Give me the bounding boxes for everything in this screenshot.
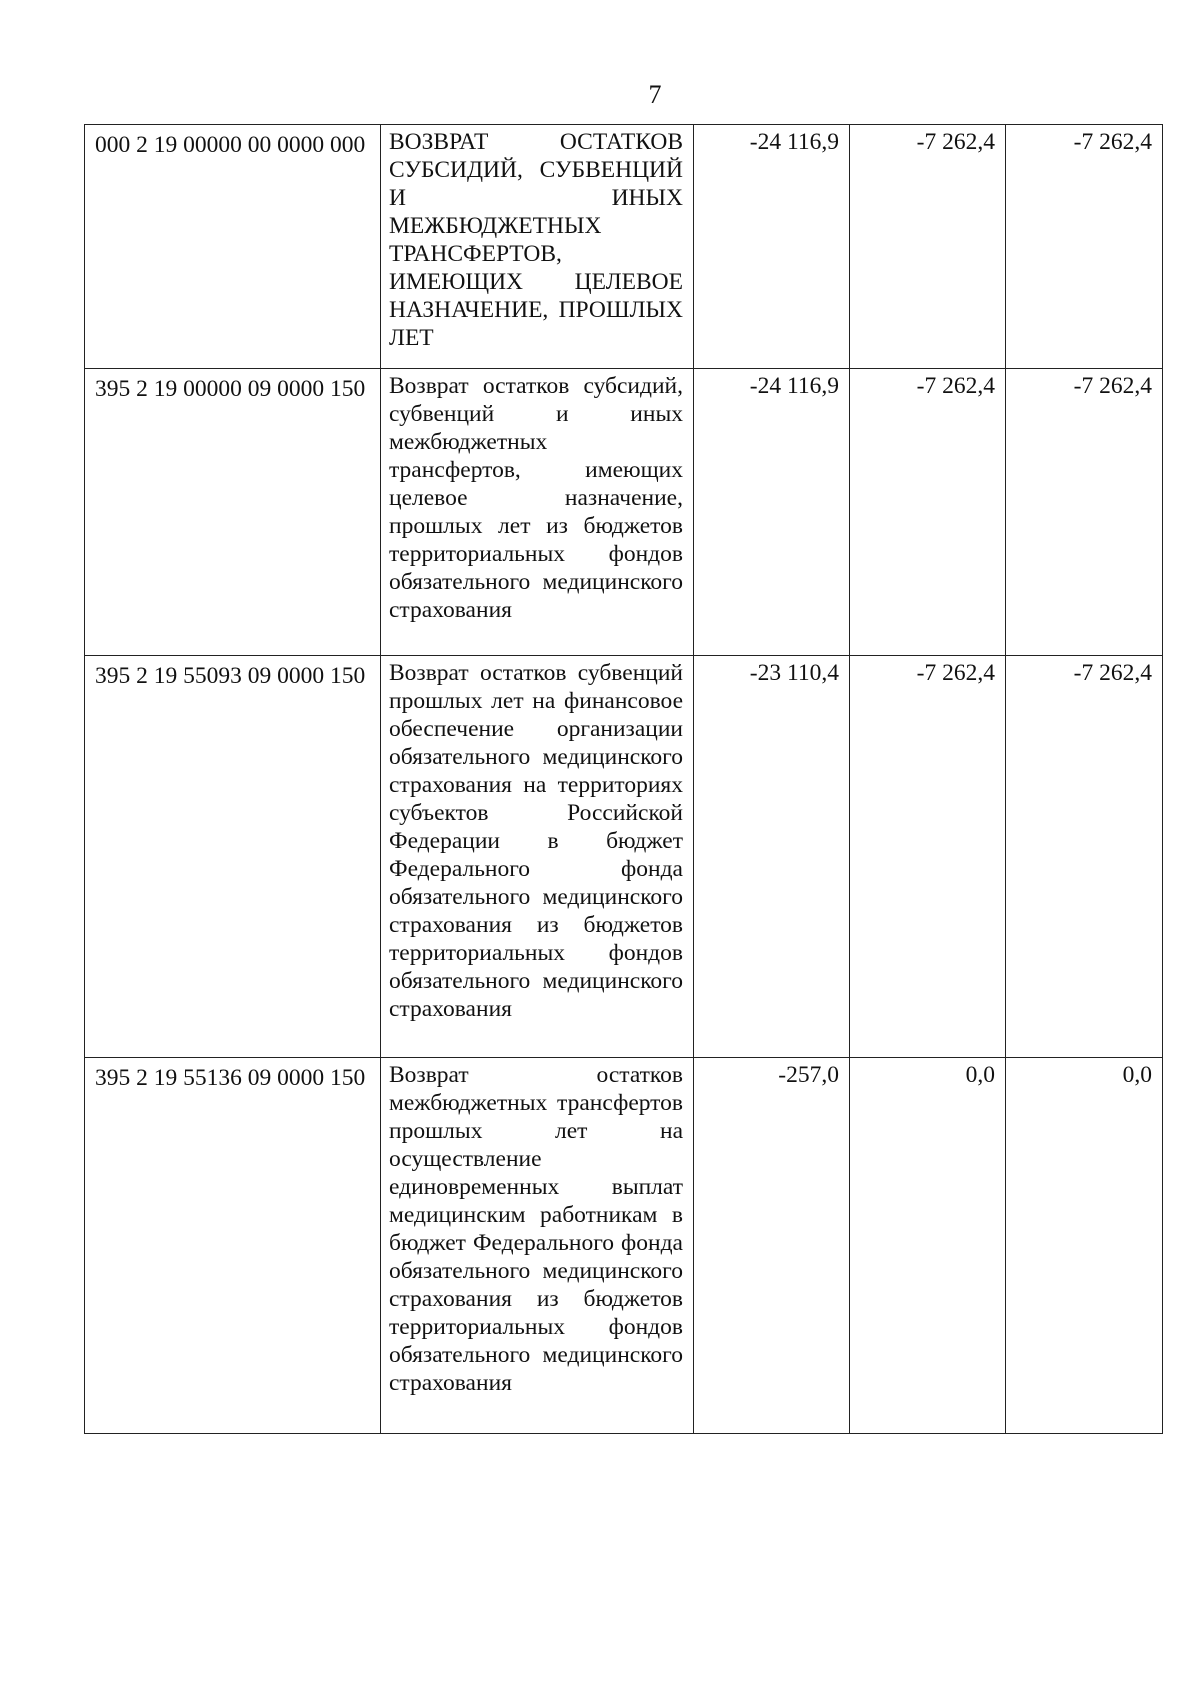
row-description: Возврат остатков субвенций прошлых лет на финансовое обеспечение организации обязательного медицинского страхования на территориях субъектов Российской Федерации в бюджет Федерального фонда обязательного медицинского страхования из бюджетов территориальных фондов обязательного медицинского страхования xyxy=(381,656,694,1058)
budget-code: 395 2 19 00000 09 0000 150 xyxy=(85,369,381,656)
amount-column-1: -23 110,4 xyxy=(694,656,850,1058)
amount-column-1: -24 116,9 xyxy=(694,125,850,369)
row-description: Возврат остатков межбюджетных трансфертов прошлых лет на осуществление единовременных выплат медицинским работникам в бюджет Федерального фонда обязательного медицинского страхования из бюджетов территориальных фондов обязательного медицинского страхования xyxy=(381,1058,694,1434)
page-number: 7 xyxy=(648,80,662,109)
budget-code: 395 2 19 55136 09 0000 150 xyxy=(85,1058,381,1434)
amount-column-3: -7 262,4 xyxy=(1006,369,1163,656)
table-row xyxy=(85,369,1163,656)
amount-column-2: -7 262,4 xyxy=(850,369,1006,656)
amount-column-1: -257,0 xyxy=(694,1058,850,1434)
amount-column-3: -7 262,4 xyxy=(1006,125,1163,369)
table-row xyxy=(85,1058,1163,1434)
amount-column-2: -7 262,4 xyxy=(850,125,1006,369)
amount-column-2: -7 262,4 xyxy=(850,656,1006,1058)
row-description: ВОЗВРАТ ОСТАТКОВ СУБСИДИЙ, СУБВЕНЦИЙ И ИНЫХ МЕЖБЮДЖЕТНЫХ ТРАНСФЕРТОВ, ИМЕЮЩИХ ЦЕЛЕВОЕ НАЗНАЧЕНИЕ, ПРОШЛЫХ ЛЕТ xyxy=(381,125,694,369)
amount-column-3: 0,0 xyxy=(1006,1058,1163,1434)
table-row xyxy=(85,125,1163,369)
amount-column-1: -24 116,9 xyxy=(694,369,850,656)
budget-table xyxy=(84,124,1163,1434)
amount-column-3: -7 262,4 xyxy=(1006,656,1163,1058)
budget-code: 395 2 19 55093 09 0000 150 xyxy=(85,656,381,1058)
table-row xyxy=(85,656,1163,1058)
budget-code: 000 2 19 00000 00 0000 000 xyxy=(85,125,381,369)
row-description: Возврат остатков субсидий, субвенций и иных межбюджетных трансфертов, имеющих целевое назначение, прошлых лет из бюджетов территориальных фондов обязательного медицинского страхования xyxy=(381,369,694,656)
amount-column-2: 0,0 xyxy=(850,1058,1006,1434)
